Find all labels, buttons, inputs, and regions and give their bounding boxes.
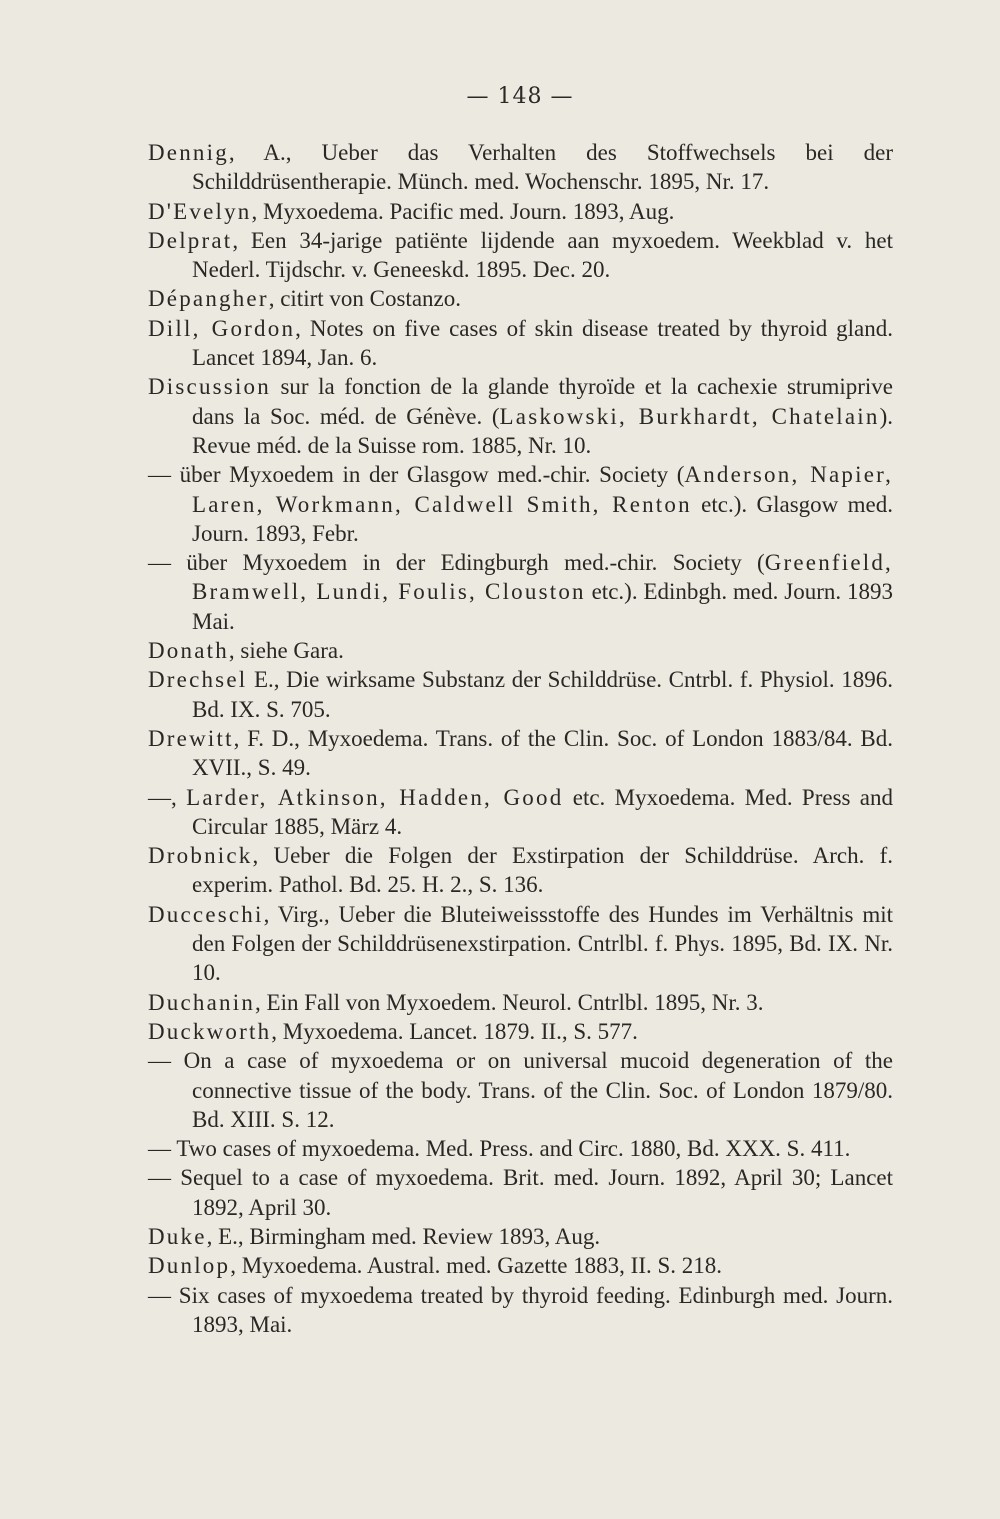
- bibliography-entry: [148, 314, 893, 373]
- entry-author: Duckworth: [148, 1018, 272, 1044]
- bibliography-entry: [148, 1017, 893, 1046]
- page-number: — 148 —: [466, 84, 574, 109]
- entry-text: , siehe Gara.: [228, 638, 344, 664]
- entry-names: Anderson, Napier, Laren, Workmann, Caldwell Smith, Renton: [192, 462, 894, 517]
- entry-text: Six cases of myxoedema treated by thyroid feeding. Edinburgh med. Journ. 1893, Mai.: [171, 1282, 893, 1337]
- entry-names: Larder, Atkinson, Hadden, Good: [186, 784, 564, 810]
- entry-text: , Notes on five cases of skin disease treated by thyroid gland. Lancet 1894, Jan. 6.: [192, 315, 894, 371]
- bibliography-entry: [148, 548, 893, 636]
- entry-text: , Myxoedema. Pacific med. Journ. 1893, Aug.: [251, 198, 675, 224]
- bibliography-entry: [148, 988, 893, 1017]
- entry-text: , Myxoedema. Austral. med. Gazette 1883, II. S. 218.: [230, 1253, 723, 1279]
- entry-author: Dill, Gordon: [148, 315, 296, 341]
- entry-text: etc. Myxoedema. Med. Press and Circular 1885, März 4.: [192, 784, 894, 839]
- entry-dash: —: [148, 1136, 171, 1162]
- bibliography-entry: [148, 841, 893, 900]
- entry-author: Dunlop: [148, 1253, 231, 1279]
- bibliography-entry: [148, 197, 893, 226]
- entry-author: Discussion: [148, 374, 271, 400]
- entry-dash: —: [148, 1165, 171, 1191]
- entry-text: Sequel to a case of myxoedema. Brit. med. Journ. 1892, April 30; Lancet 1892, April 30.: [171, 1165, 893, 1220]
- bibliography-entry: [148, 226, 893, 285]
- bibliography-entry: [148, 1163, 893, 1222]
- entry-text: , Virg., Ueber die Bluteiweissstoffe des Hundes im Verhältnis mit den Folgen der Schilddrüsenexstirpation. Cntrlbl. f. Phys. 1895, Bd. IX. Nr. 10.: [192, 901, 893, 986]
- entry-text: , Ueber die Folgen der Exstirpation der Schilddrüse. Arch. f. experim. Pathol. Bd. 25. H. 2., S. 136.: [192, 843, 893, 898]
- entry-author: Delprat: [148, 227, 233, 253]
- entry-dash: —: [148, 1282, 171, 1308]
- entry-author: Drechsel: [148, 667, 248, 693]
- bibliography-list: [148, 138, 893, 1339]
- bibliography-entry: [148, 1046, 893, 1134]
- entry-author: Dennig: [148, 140, 229, 165]
- entry-dash: —: [148, 550, 171, 576]
- entry-author: Ducceschi: [148, 901, 264, 927]
- bibliography-entry: [148, 724, 893, 783]
- bibliography-entry: [148, 636, 893, 665]
- entry-text: E., Die wirksame Substanz der Schilddrüse. Cntrbl. f. Physiol. 1896. Bd. IX. S. 705.: [192, 667, 893, 722]
- entry-text: , citirt von Costanzo.: [268, 286, 461, 312]
- entry-text: ). Revue méd. de la Suisse rom. 1885, Nr. 10.: [192, 403, 893, 458]
- entry-text: , E., Birmingham med. Review 1893, Aug.: [206, 1223, 601, 1249]
- entry-text: , Myxoedema. Lancet. 1879. II., S. 577.: [271, 1018, 638, 1044]
- entry-author: Duke: [148, 1223, 207, 1249]
- bibliography-entry: [148, 1281, 893, 1340]
- entry-names: Laskowski, Burkhardt, Chatelain: [499, 403, 880, 429]
- entry-text: , F. D., Myxoedema. Trans. of the Clin. Soc. of London 1883/84. Bd. XVII., S. 49.: [192, 725, 893, 781]
- bibliography-entry: [148, 665, 893, 724]
- bibliography-entry: [148, 284, 893, 313]
- bibliography-entry: [148, 1251, 893, 1280]
- entry-text: etc.). Edinbgh. med. Journ. 1893 Mai.: [192, 579, 893, 634]
- entry-text: , Ein Fall von Myxoedem. Neurol. Cntrlbl. 1895, Nr. 3.: [255, 989, 764, 1015]
- entry-author: Donath: [148, 638, 229, 664]
- entry-author: Drobnick: [148, 843, 253, 869]
- entry-text: , A., Ueber das Verhalten des Stoffwechsels bei der Schilddrüsentherapie. Münch. med. Wochenschr. 1895, Nr. 17.: [192, 140, 893, 195]
- entry-text: , Een 34-jarige patiënte lijdende aan myxoedem. Weekblad v. het Nederl. Tijdschr. v. Geneeskd. 1895. Dec. 20.: [192, 227, 893, 283]
- bibliography-entry: [148, 900, 893, 988]
- entry-dash: —: [148, 462, 171, 488]
- entry-author: Drewitt: [148, 725, 234, 751]
- entry-text: über Myxoedem in der Glasgow med.-chir. Society (: [171, 462, 685, 488]
- entry-author: Duchanin: [148, 989, 256, 1015]
- bibliography-entry: [148, 138, 893, 197]
- entry-text: sur la fonction de la glande thyroïde et la cachexie strumiprive dans la Soc. méd. de Génève. (: [192, 374, 893, 429]
- entry-text: On a case of myxoedema or on universal mucoid degeneration of the connective tissue of the body. Trans. of the Clin. Soc. of London 1879/80. Bd. XIII. S. 12.: [171, 1048, 893, 1132]
- entry-dash: —: [148, 1048, 171, 1074]
- entry-names: Greenfield, Bramwell, Lundi, Foulis, Clouston: [192, 550, 893, 605]
- entry-dash: —: [148, 784, 171, 810]
- entry-author: D'Evelyn: [148, 198, 252, 224]
- entry-author: Dépangher: [148, 286, 269, 312]
- bibliography-entry: [148, 372, 893, 460]
- bibliography-entry: [148, 1134, 893, 1163]
- bibliography-entry: [148, 1222, 893, 1251]
- entry-text: Two cases of myxoedema. Med. Press. and Circ. 1880, Bd. XXX. S. 411.: [171, 1136, 851, 1162]
- bibliography-entry: [148, 783, 893, 842]
- entry-text: ,: [171, 784, 187, 810]
- entry-text: etc.). Glasgow med. Journ. 1893, Febr.: [192, 491, 894, 546]
- bibliography-entry: [148, 460, 893, 548]
- entry-text: über Myxoedem in der Edingburgh med.-chir. Society (: [171, 550, 765, 576]
